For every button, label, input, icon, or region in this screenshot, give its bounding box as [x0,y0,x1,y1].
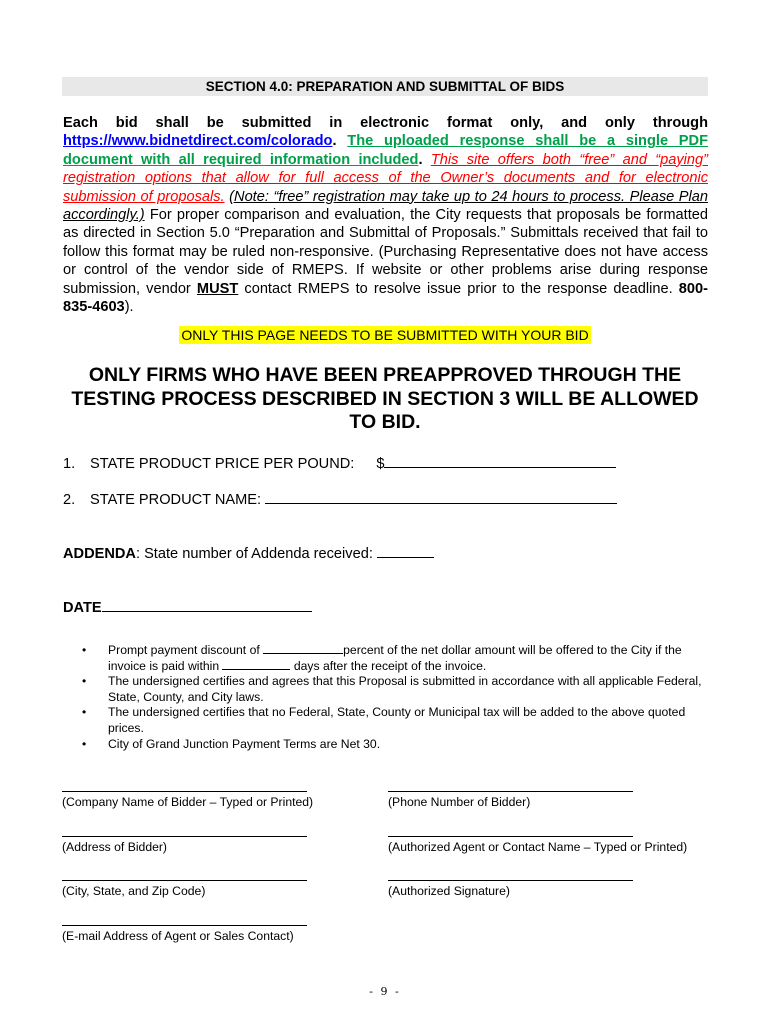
company-name-field[interactable] [62,791,313,809]
addenda-input-line[interactable] [377,543,434,558]
signature-line [62,880,307,881]
rmeps-phone: 800-835-4603 [63,280,708,316]
addenda-label: ADDENDA [63,546,136,562]
list-item [82,674,712,705]
addenda-text: : State number of Addenda received: [135,546,377,562]
must-emphasis: MUST [196,280,239,297]
signature-line [62,925,307,926]
discount-text-a: Prompt payment discount of [108,643,264,657]
price-label: STATE PRODUCT PRICE PER POUND: [90,456,355,472]
signature-line [388,791,633,792]
address-caption: (Address of Bidder) [62,840,167,854]
registration-options-note: This site offers both “free” and “paying” registration options that allow for full access of the Owner’s documents and for electronic submission of proposals. [63,151,708,205]
signature-line [388,880,633,881]
payment-terms: City of Grand Junction Payment Terms are Net 30. [108,736,381,751]
evaluation-text: For proper comparison and evaluation, the City requests that proposals be formatted as directed in Section 5.0 “Preparation and Submittal of Proposals.” Submittals received that fail to follow this format may be ruled non-responsive. (Purchasing Representative does not have access or control of the vendor side of RMEPS. If website or other problems arise during response submission, vendor [63,207,708,297]
tax-certification: The undersigned certifies that no Federal, State, County or Municipal tax will be added to the above quoted prices. [108,705,686,735]
address-field[interactable] [62,836,307,854]
price-field [63,453,616,472]
list-item [82,737,712,753]
terms-list [82,643,712,752]
phone-caption: (Phone Number of Bidder) [388,795,531,809]
page-number: - 9 - [369,985,401,998]
city-state-zip-caption: (City, State, and Zip Code) [62,884,206,898]
signature-line [62,836,307,837]
intro-lead: Each bid shall be submitted in electronic format only, and only through [63,115,708,131]
discount-text-c: days after the receipt of the invoice. [290,658,487,673]
bullet-icon: • [82,705,87,720]
discount-percent-input-line[interactable] [263,643,343,654]
product-name-label: STATE PRODUCT NAME: [90,492,266,508]
price-input-line[interactable] [384,453,616,468]
intro-close: ). [124,299,134,316]
product-name-input-line[interactable] [265,489,617,504]
price-number: 1. [63,456,76,472]
single-pdf-requirement: The uploaded response shall be a single PDF document with all required information included [63,133,708,168]
rmeps-text: contact RMEPS to resolve issue prior to the response deadline. [238,280,679,297]
date-input-line[interactable] [102,597,312,612]
laws-certification: The undersigned certifies and agrees that this Proposal is submitted in accordance with all applicable Federal, State, County, and City laws. [108,674,702,704]
preapproved-heading: ONLY FIRMS WHO HAVE BEEN PREAPPROVED THROUGH THE TESTING PROCESS DESCRIBED IN SECTION 3 WILL BE ALLOWED TO BID. [71,364,699,433]
city-state-zip-field[interactable] [62,880,307,898]
date-label: DATE [63,600,102,616]
email-field[interactable] [62,925,307,943]
submission-notice-text: ONLY THIS PAGE NEEDS TO BE SUBMITTED WITH YOUR BID [181,327,589,343]
company-name-caption: (Company Name of Bidder – Typed or Printed) [62,795,314,809]
submission-instructions [63,114,708,316]
intro-period: . [332,133,348,150]
name-number: 2. [63,492,76,508]
section-title: SECTION 4.0: PREPARATION AND SUBMITTAL OF BIDS [62,77,708,96]
phone-field[interactable] [388,791,633,809]
submission-notice [0,327,770,343]
bullet-icon: • [82,643,87,657]
email-caption: (E-mail Address of Agent or Sales Contact) [62,929,294,943]
signature-line [388,836,633,837]
date-field [63,597,312,616]
price-currency: $ [376,456,385,472]
list-item [82,643,712,674]
discount-days-input-line[interactable] [222,659,290,670]
discount-text-b: percent of the net dollar amount will be offered to the City if the invoice is paid within [108,643,682,673]
bullet-icon: • [82,674,87,689]
authorized-signature-caption: (Authorized Signature) [388,884,510,898]
signature-line [62,791,307,792]
authorized-signature-field[interactable] [388,880,633,898]
bullet-icon: • [82,736,87,751]
bidnet-link[interactable]: https://www.bidnetdirect.com/colorado [63,133,333,150]
intro-period-2: . [418,151,431,168]
authorized-agent-field[interactable] [388,836,687,854]
addenda-field [63,543,434,562]
authorized-agent-caption: (Authorized Agent or Contact Name – Typed or Printed) [388,840,688,854]
product-name-field [63,489,617,508]
list-item [82,705,712,736]
free-registration-note: (Note: “free” registration may take up to 24 hours to process. Please Plan accordingly.) [63,188,708,224]
